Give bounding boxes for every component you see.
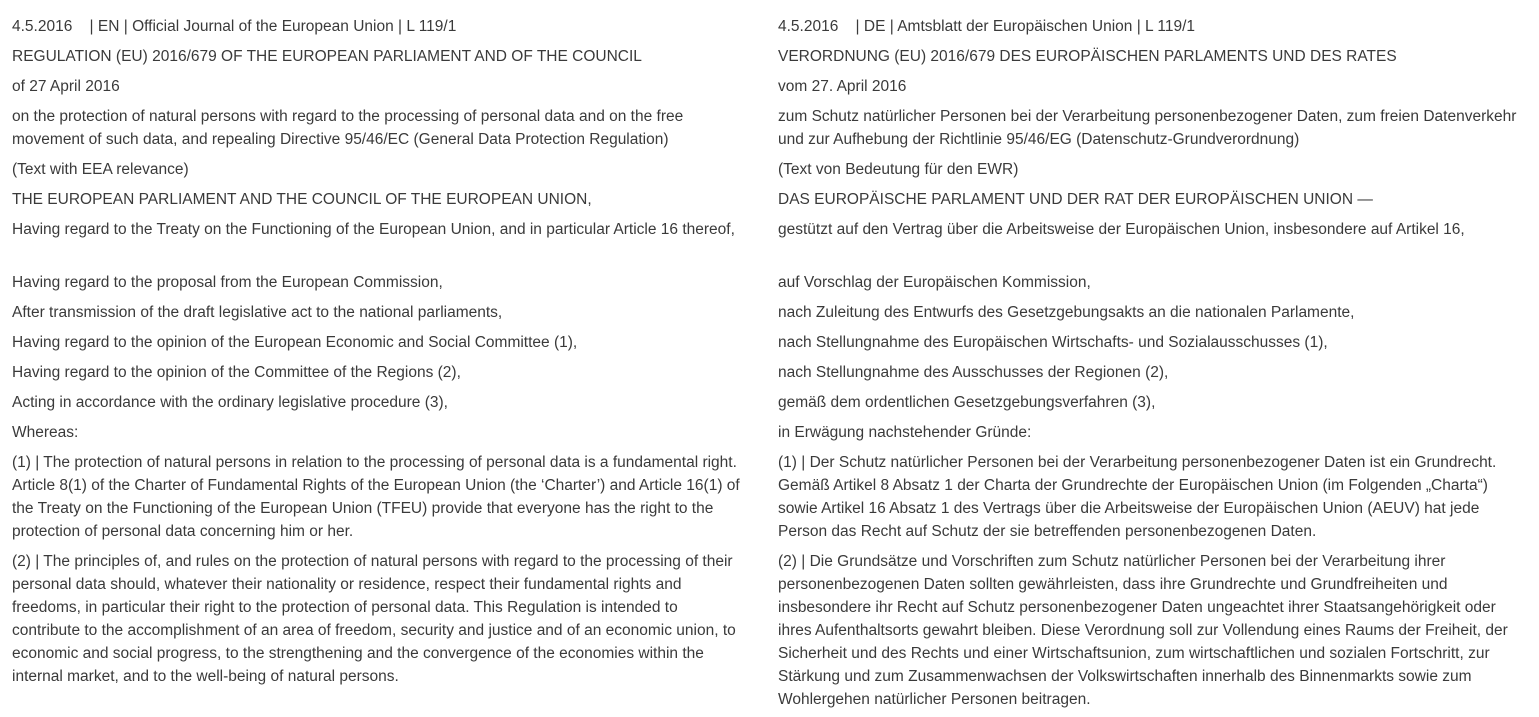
eea-relevance-en: (Text with EEA relevance) — [12, 161, 189, 178]
citation-ecosoc-de: nach Stellungnahme des Europäischen Wirtschafts- und Sozialausschusses (1), — [778, 334, 1328, 351]
citation-procedure-en: Acting in accordance with the ordinary legislative procedure (3), — [12, 394, 448, 411]
citation-ecosoc-en: Having regard to the opinion of the European Economic and Social Committee (1), — [12, 334, 578, 351]
eea-relevance-de: (Text von Bedeutung für den EWR) — [778, 161, 1019, 178]
citation-regions-en: Having regard to the opinion of the Committee of the Regions (2), — [12, 364, 461, 381]
regulation-subject-de: zum Schutz natürlicher Personen bei der Verarbeitung personenbezogener Daten, zum freien Datenverkehr und zur Aufhebung der Richtlinie 95/46/EG (Datenschutz-Grundverordnung) — [778, 108, 1517, 148]
regulation-date-de: vom 27. April 2016 — [778, 78, 907, 95]
recital-1-en: (1) | The protection of natural persons in relation to the processing of personal data is a fundamental right. Article 8(1) of the Charter of Fundamental Rights of the European Union (the ‘Charter’) and Article 16(1) of the Treaty on the Functioning of the European Union (TFEU) provide that everyone has the right to the protection of personal data concerning him or her. — [12, 454, 740, 540]
recital-2-de: (2) | Die Grundsätze und Vorschriften zum Schutz natürlicher Personen bei der Verarbeitung ihrer personenbezogenen Daten sollten gewährleisten, dass ihre Grundrechte und Grundfreiheiten und insbesondere ihr Recht auf Schutz personenbezogener Daten ungeachtet ihrer Staatsangehörigkeit oder ihres Aufenthaltsorts gewahrt bleiben. Diese Verordnung soll zur Vollendung eines Raums der Freiheit, der Sicherheit und des Rechts und einer Wirtschaftsunion, zum wirtschaftlichen und sozialen Fortschritt, zur Stärkung und zum Zusammenwachsen der Volkswirtschaften innerhalb des Binnenmarkts sowie zum Wohlergehen natürlicher Personen beitragen. — [778, 553, 1508, 708]
regulation-title-de: VERORDNUNG (EU) 2016/679 DES EUROPÄISCHEN PARLAMENTS UND DES RATES — [778, 48, 1397, 65]
regulation-title-en: REGULATION (EU) 2016/679 OF THE EUROPEAN PARLIAMENT AND OF THE COUNCIL — [12, 48, 642, 65]
preamble-en: THE EUROPEAN PARLIAMENT AND THE COUNCIL OF THE EUROPEAN UNION, — [12, 191, 592, 208]
citation-treaty-de: gestützt auf den Vertrag über die Arbeitsweise der Europäischen Union, insbesondere auf Artikel 16, — [778, 221, 1465, 238]
journal-header-de: 4.5.2016 | DE | Amtsblatt der Europäischen Union | L 119/1 — [778, 18, 1196, 35]
regulation-subject-en: on the protection of natural persons with regard to the processing of personal data and on the free movement of such data, and repealing Directive 95/46/EC (General Data Protection Regulation) — [12, 108, 684, 148]
citation-treaty-en: Having regard to the Treaty on the Functioning of the European Union, and in particular Article 16 thereof, — [12, 221, 735, 238]
whereas-de: in Erwägung nachstehender Gründe: — [778, 424, 1032, 441]
recital-1-de: (1) | Der Schutz natürlicher Personen bei der Verarbeitung personenbezogener Daten ist ein Grundrecht. Gemäß Artikel 8 Absatz 1 der Charta der Grundrechte der Europäischen Union (im Folgenden „Charta“) sowie Artikel 16 Absatz 1 des Vertrags über die Arbeitsweise der Europäischen Union (AEUV) hat jede Person das Recht auf Schutz der sie betreffenden personenbezogenen Daten. — [778, 454, 1497, 540]
journal-header-en: 4.5.2016 | EN | Official Journal of the European Union | L 119/1 — [12, 18, 457, 35]
citation-transmission-de: nach Zuleitung des Entwurfs des Gesetzgebungsakts an die nationalen Parlamente, — [778, 304, 1355, 321]
citation-regions-de: nach Stellungnahme des Ausschusses der Regionen (2), — [778, 364, 1169, 381]
preamble-de: DAS EUROPÄISCHE PARLAMENT UND DER RAT DER EUROPÄISCHEN UNION — — [778, 191, 1373, 208]
citation-proposal-de: auf Vorschlag der Europäischen Kommission, — [778, 274, 1091, 291]
english-column — [0, 0, 766, 717]
citation-procedure-de: gemäß dem ordentlichen Gesetzgebungsverfahren (3), — [778, 394, 1156, 411]
whereas-en: Whereas: — [12, 424, 79, 441]
recital-2-en: (2) | The principles of, and rules on the protection of natural persons with regard to the processing of their personal data should, whatever their nationality or residence, respect their fundamental rights and freedoms, in particular their right to the protection of personal data. This Regulation is intended to contribute to the accomplishment of an area of freedom, security and justice and of an economic union, to economic and social progress, to the strengthening and the convergence of the economies within the internal market, and to the well-being of natural persons. — [12, 553, 736, 685]
citation-proposal-en: Having regard to the proposal from the European Commission, — [12, 274, 443, 291]
german-column — [766, 0, 1539, 717]
regulation-date-en: of 27 April 2016 — [12, 78, 120, 95]
citation-transmission-en: After transmission of the draft legislative act to the national parliaments, — [12, 304, 503, 321]
